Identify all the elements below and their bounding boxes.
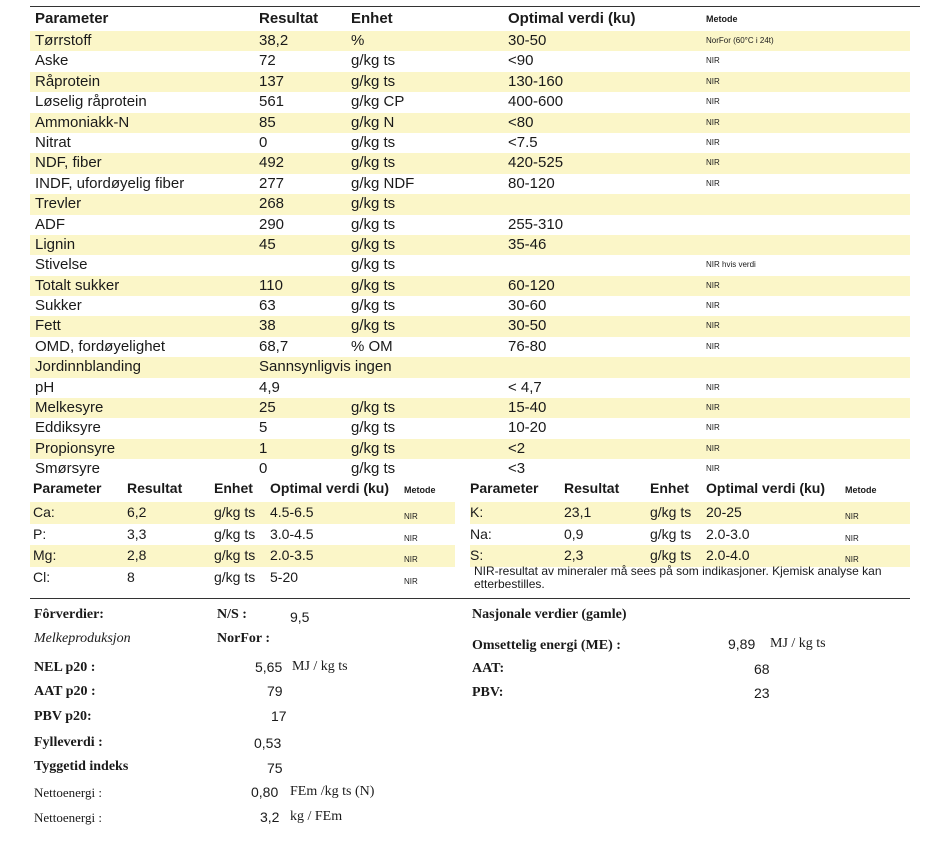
unit-cell: g/kg N (351, 113, 395, 131)
ns-value: 9,5 (290, 609, 310, 625)
result-cell: 6,2 (127, 504, 147, 520)
result-cell: 110 (259, 276, 283, 294)
result-cell: 72 (259, 52, 276, 70)
parameter-cell: Tørrstoff (35, 32, 92, 49)
optimal-cell: 10-20 (508, 419, 547, 437)
parameter-cell: Eddiksyre (35, 419, 101, 437)
unit-cell: g/kg ts (351, 399, 396, 417)
parameter-cell: K: (470, 504, 484, 520)
table-row (30, 72, 910, 92)
result-cell: 0 (259, 133, 268, 151)
unit-cell: g/kg ts (351, 215, 396, 233)
method-cell: NIR (706, 158, 720, 168)
unit-cell: % OM (351, 337, 393, 355)
table-row (30, 255, 910, 275)
table-row (30, 113, 910, 133)
method-cell: NIR (706, 117, 720, 127)
main-analysis-table (30, 8, 910, 480)
unit-cell: g/kg ts (351, 195, 396, 213)
optimal-cell: 76-80 (508, 337, 547, 355)
optimal-cell: 2.0-3.5 (270, 547, 314, 563)
parameter-cell: Ca: (33, 504, 55, 520)
result-cell: 277 (259, 174, 285, 192)
result-cell: 38,2 (259, 32, 289, 49)
header-resultat: Resultat (259, 10, 319, 27)
parameter-cell: Fett (35, 317, 61, 335)
result-cell: 492 (259, 154, 285, 172)
table-row (30, 459, 910, 479)
nasjonale-heading: Nasjonale verdier (gamle) (472, 607, 627, 622)
parameter-cell: Nitrat (35, 133, 71, 151)
method-cell: NIR hvis verdi (706, 260, 756, 270)
method-cell: NIR (404, 533, 418, 543)
header-parameter: Parameter (33, 480, 102, 496)
method-cell: NIR (706, 280, 720, 290)
result-cell: 268 (259, 195, 285, 213)
nel-value: 5,65 (255, 659, 283, 675)
header-enhet: Enhet (214, 480, 253, 496)
method-cell: NIR (706, 382, 720, 392)
optimal-cell: <2 (508, 439, 526, 457)
result-cell: 85 (259, 113, 276, 131)
table-row (30, 153, 910, 173)
parameter-cell: INDF, ufordøyelig fiber (35, 174, 185, 192)
result-cell: 45 (259, 235, 276, 253)
result-cell: 0,9 (564, 525, 584, 542)
header-metode-right: Metode (845, 485, 877, 495)
method-cell: NIR (706, 443, 720, 453)
table-row (30, 296, 910, 316)
parameter-cell: S: (470, 547, 484, 563)
parameter-cell: Totalt sukker (35, 276, 120, 294)
parameter-cell: Råprotein (35, 72, 101, 90)
result-cell: 561 (259, 93, 285, 111)
method-cell: NIR (706, 423, 720, 433)
optimal-cell: <80 (508, 113, 534, 131)
table-row (30, 51, 910, 71)
parameter-cell: Na: (470, 525, 492, 542)
forverdier-label: Fôrverdier: (34, 607, 104, 622)
optimal-cell: 130-160 (508, 72, 564, 90)
optimal-cell: 30-60 (508, 297, 547, 315)
unit-cell: g/kg ts (650, 547, 692, 563)
header-parameter: Parameter (35, 10, 109, 27)
unit-cell: g/kg ts (650, 504, 692, 520)
top-rule (30, 6, 920, 7)
minerals-note: NIR-resultat av mineraler må sees på som indikasjoner. Kjemisk analyse kan etterbestilles. (474, 564, 882, 591)
optimal-cell: 5-20 (270, 568, 299, 585)
minerals-row (30, 502, 910, 524)
result-cell: 2,8 (127, 547, 147, 563)
result-cell: 137 (259, 72, 285, 90)
parameter-cell: pH (35, 378, 55, 396)
result-cell: 4,9 (259, 378, 280, 396)
table-row (30, 439, 910, 459)
header-enhet-right: Enhet (650, 480, 689, 496)
method-cell: NIR (706, 321, 720, 331)
header-enhet: Enhet (351, 10, 393, 27)
unit-cell: g/kg ts (650, 525, 692, 542)
pbv-label: PBV p20: (34, 709, 92, 724)
method-cell: NIR (706, 97, 720, 107)
pbv2-value: 23 (754, 685, 770, 701)
table-row (30, 276, 910, 296)
method-cell: NIR (845, 533, 859, 543)
nettoenergi-unit-2: kg / FEm (290, 809, 343, 824)
unit-cell: g/kg ts (351, 439, 396, 457)
result-cell: 290 (259, 215, 285, 233)
parameter-cell: Smørsyre (35, 460, 100, 478)
unit-cell: g/kg ts (351, 317, 396, 335)
unit-cell: g/kg ts (351, 235, 396, 253)
aat2-value: 68 (754, 661, 770, 677)
optimal-cell: 35-46 (508, 235, 547, 253)
unit-cell: % (351, 32, 365, 49)
method-cell: NIR (706, 56, 720, 66)
unit-cell: g/kg ts (351, 133, 396, 151)
nettoenergi-unit-1: FEm /kg ts (N) (290, 784, 375, 799)
header-resultat: Resultat (127, 480, 183, 496)
table-row (30, 31, 910, 51)
minerals-table (30, 480, 910, 591)
result-cell: 5 (259, 419, 268, 437)
table-row (30, 235, 910, 255)
optimal-cell: 30-50 (508, 32, 547, 49)
unit-cell: g/kg ts (351, 276, 396, 294)
unit-cell: g/kg ts (351, 72, 396, 90)
unit-cell: g/kg ts (351, 460, 396, 478)
fylleverdi-value: 0,53 (254, 735, 282, 751)
parameter-cell: Løselig råprotein (35, 93, 147, 111)
parameter-cell: ADF (35, 215, 65, 233)
header-optimal: Optimal verdi (ku) (270, 480, 390, 496)
result-cell: 63 (259, 297, 276, 315)
parameter-cell: Jordinnblanding (35, 358, 141, 376)
unit-cell: g/kg ts (351, 52, 396, 70)
parameter-cell: Trevler (35, 195, 82, 213)
minerals-header (30, 480, 910, 502)
header-resultat-right: Resultat (564, 480, 620, 496)
parameter-cell: Aske (35, 52, 69, 70)
norfor-label: NorFor : (217, 631, 270, 646)
parameter-cell: Propionsyre (35, 439, 116, 457)
aat2-label: AAT: (472, 661, 505, 676)
method-cell: NIR (845, 555, 859, 564)
optimal-cell: <90 (508, 52, 534, 70)
nettoenergi-label-1: Nettoenergi : (34, 785, 102, 800)
pbv2-label: PBV: (472, 685, 504, 700)
result-cell: 23,1 (564, 504, 592, 520)
unit-cell: g/kg NDF (351, 174, 415, 192)
table-row (30, 418, 910, 438)
method-cell: NIR (706, 178, 720, 188)
optimal-cell: 420-525 (508, 154, 564, 172)
parameter-cell: Melkesyre (35, 399, 104, 417)
table-row (30, 357, 910, 377)
table-row (30, 174, 910, 194)
unit-cell: g/kg ts (351, 297, 396, 315)
me-label: Omsettelig energi (ME) : (472, 638, 621, 653)
nel-unit: MJ / kg ts (292, 659, 348, 674)
unit-cell: g/kg ts (214, 568, 256, 585)
nettoenergi-value-1: 0,80 (251, 784, 279, 800)
optimal-cell: 4.5-6.5 (270, 504, 314, 520)
tyggetid-value: 75 (267, 760, 283, 776)
unit-cell: g/kg ts (351, 419, 396, 437)
parameter-cell: P: (33, 525, 47, 542)
parameter-cell: Mg: (33, 547, 57, 563)
result-cell: 8 (127, 568, 135, 585)
table-row (30, 215, 910, 235)
optimal-cell: 80-120 (508, 174, 555, 192)
header-parameter-right: Parameter (470, 480, 539, 496)
optimal-cell: 30-50 (508, 317, 547, 335)
optimal-cell: < 4,7 (508, 378, 542, 396)
melkeproduksjon-label: Melkeproduksjon (34, 631, 131, 646)
unit-cell: g/kg ts (214, 547, 256, 563)
table-body (30, 31, 910, 480)
parameter-cell: Sukker (35, 297, 82, 315)
nettoenergi-label-2: Nettoenergi : (34, 810, 102, 825)
method-cell: NIR (404, 576, 418, 586)
result-cell: 2,3 (564, 547, 584, 563)
unit-cell: g/kg CP (351, 93, 405, 111)
result-cell: 25 (259, 399, 276, 417)
table-row (30, 316, 910, 336)
table-header (30, 8, 910, 31)
table-row (30, 378, 910, 398)
method-cell: NIR (706, 403, 720, 413)
bottom-rule (30, 598, 910, 599)
header-metode: Metode (706, 14, 738, 24)
parameter-cell: Cl: (33, 568, 51, 585)
header-optimal: Optimal verdi (ku) (508, 10, 636, 27)
method-cell: NIR (706, 301, 720, 311)
parameter-cell: NDF, fiber (35, 154, 102, 172)
optimal-cell: 2.0-4.0 (706, 547, 750, 563)
nettoenergi-value-2: 3,2 (260, 809, 280, 825)
optimal-cell: 2.0-3.0 (706, 525, 750, 542)
aat-label: AAT p20 : (34, 684, 96, 699)
header-optimal-right: Optimal verdi (ku) (706, 480, 826, 496)
result-cell: 1 (259, 439, 268, 457)
header-metode: Metode (404, 485, 436, 495)
parameter-cell: Stivelse (35, 256, 88, 274)
table-row (30, 398, 910, 418)
parameter-cell: OMD, fordøyelighet (35, 337, 166, 355)
pbv-value: 17 (271, 708, 287, 724)
optimal-cell: <3 (508, 460, 526, 478)
unit-cell: g/kg ts (351, 256, 396, 274)
method-cell: NIR (706, 137, 720, 147)
result-cell: 3,3 (127, 525, 147, 542)
parameter-cell: Ammoniakk-N (35, 113, 130, 131)
method-cell: NorFor (60°C i 24t) (706, 36, 774, 45)
result-cell: Sannsynligvis ingen (259, 358, 392, 376)
tyggetid-label: Tyggetid indeks (34, 759, 129, 774)
optimal-cell: 20-25 (706, 504, 742, 520)
parameter-cell: Lignin (35, 235, 76, 253)
fylleverdi-label: Fylleverdi : (34, 735, 103, 750)
optimal-cell: 15-40 (508, 399, 547, 417)
optimal-cell: <7.5 (508, 133, 538, 151)
optimal-cell: 60-120 (508, 276, 555, 294)
unit-cell: g/kg ts (214, 525, 256, 542)
method-cell: NIR (404, 555, 418, 564)
method-cell: NIR (845, 512, 859, 521)
method-cell: NIR (706, 341, 720, 351)
method-cell: NIR (706, 76, 720, 86)
minerals-row (30, 524, 910, 546)
ns-label: N/S : (217, 607, 247, 622)
table-row (30, 92, 910, 112)
result-cell: 68,7 (259, 337, 289, 355)
unit-cell: g/kg ts (351, 154, 396, 172)
result-cell: 38 (259, 317, 276, 335)
result-cell: 0 (259, 460, 268, 478)
aat-value: 79 (267, 683, 283, 699)
table-row (30, 337, 910, 357)
me-value: 9,89 (728, 636, 756, 652)
method-cell: NIR (706, 464, 720, 474)
table-row (30, 194, 910, 214)
nel-label: NEL p20 : (34, 660, 96, 675)
method-cell: NIR (404, 512, 418, 521)
me-unit: MJ / kg ts (770, 636, 826, 651)
optimal-cell: 400-600 (508, 93, 564, 111)
optimal-cell: 255-310 (508, 215, 564, 233)
unit-cell: g/kg ts (214, 504, 256, 520)
table-row (30, 133, 910, 153)
optimal-cell: 3.0-4.5 (270, 525, 314, 542)
